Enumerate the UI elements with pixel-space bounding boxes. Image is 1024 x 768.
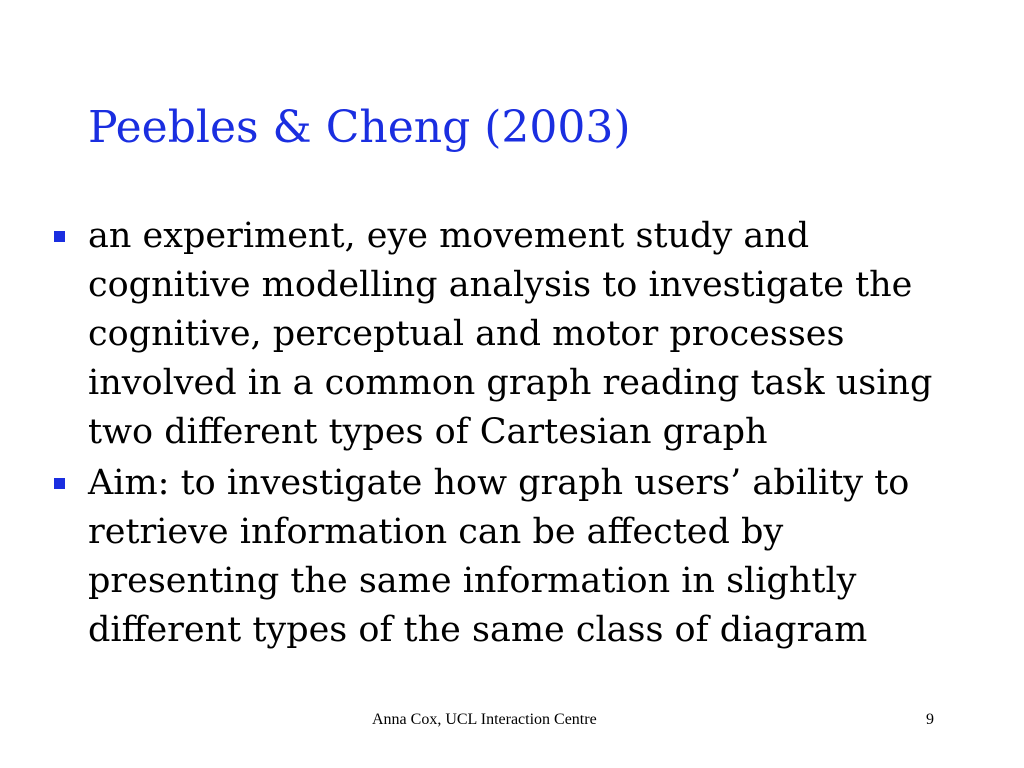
slide-title: Peebles & Cheng (2003) bbox=[88, 102, 631, 153]
bullet-text: Aim: to investigate how graph users’ ability to retrieve information can be affected by presenting the same information in slightly different types of the same class of diagram bbox=[88, 463, 910, 650]
bullet-item bbox=[52, 212, 972, 457]
page-number: 9 bbox=[926, 711, 934, 728]
square-bullet-icon bbox=[54, 478, 65, 489]
bullet-text: an experiment, eye movement study and cognitive modelling analysis to investigate the cognitive, perceptual and motor processes involved in a common graph reading task using two different types of Cartesian graph bbox=[88, 216, 933, 452]
bullet-item bbox=[52, 459, 972, 655]
square-bullet-icon bbox=[54, 231, 65, 242]
bullet-list bbox=[52, 212, 972, 657]
slide-footer: Anna Cox, UCL Interaction Centre bbox=[372, 711, 597, 728]
